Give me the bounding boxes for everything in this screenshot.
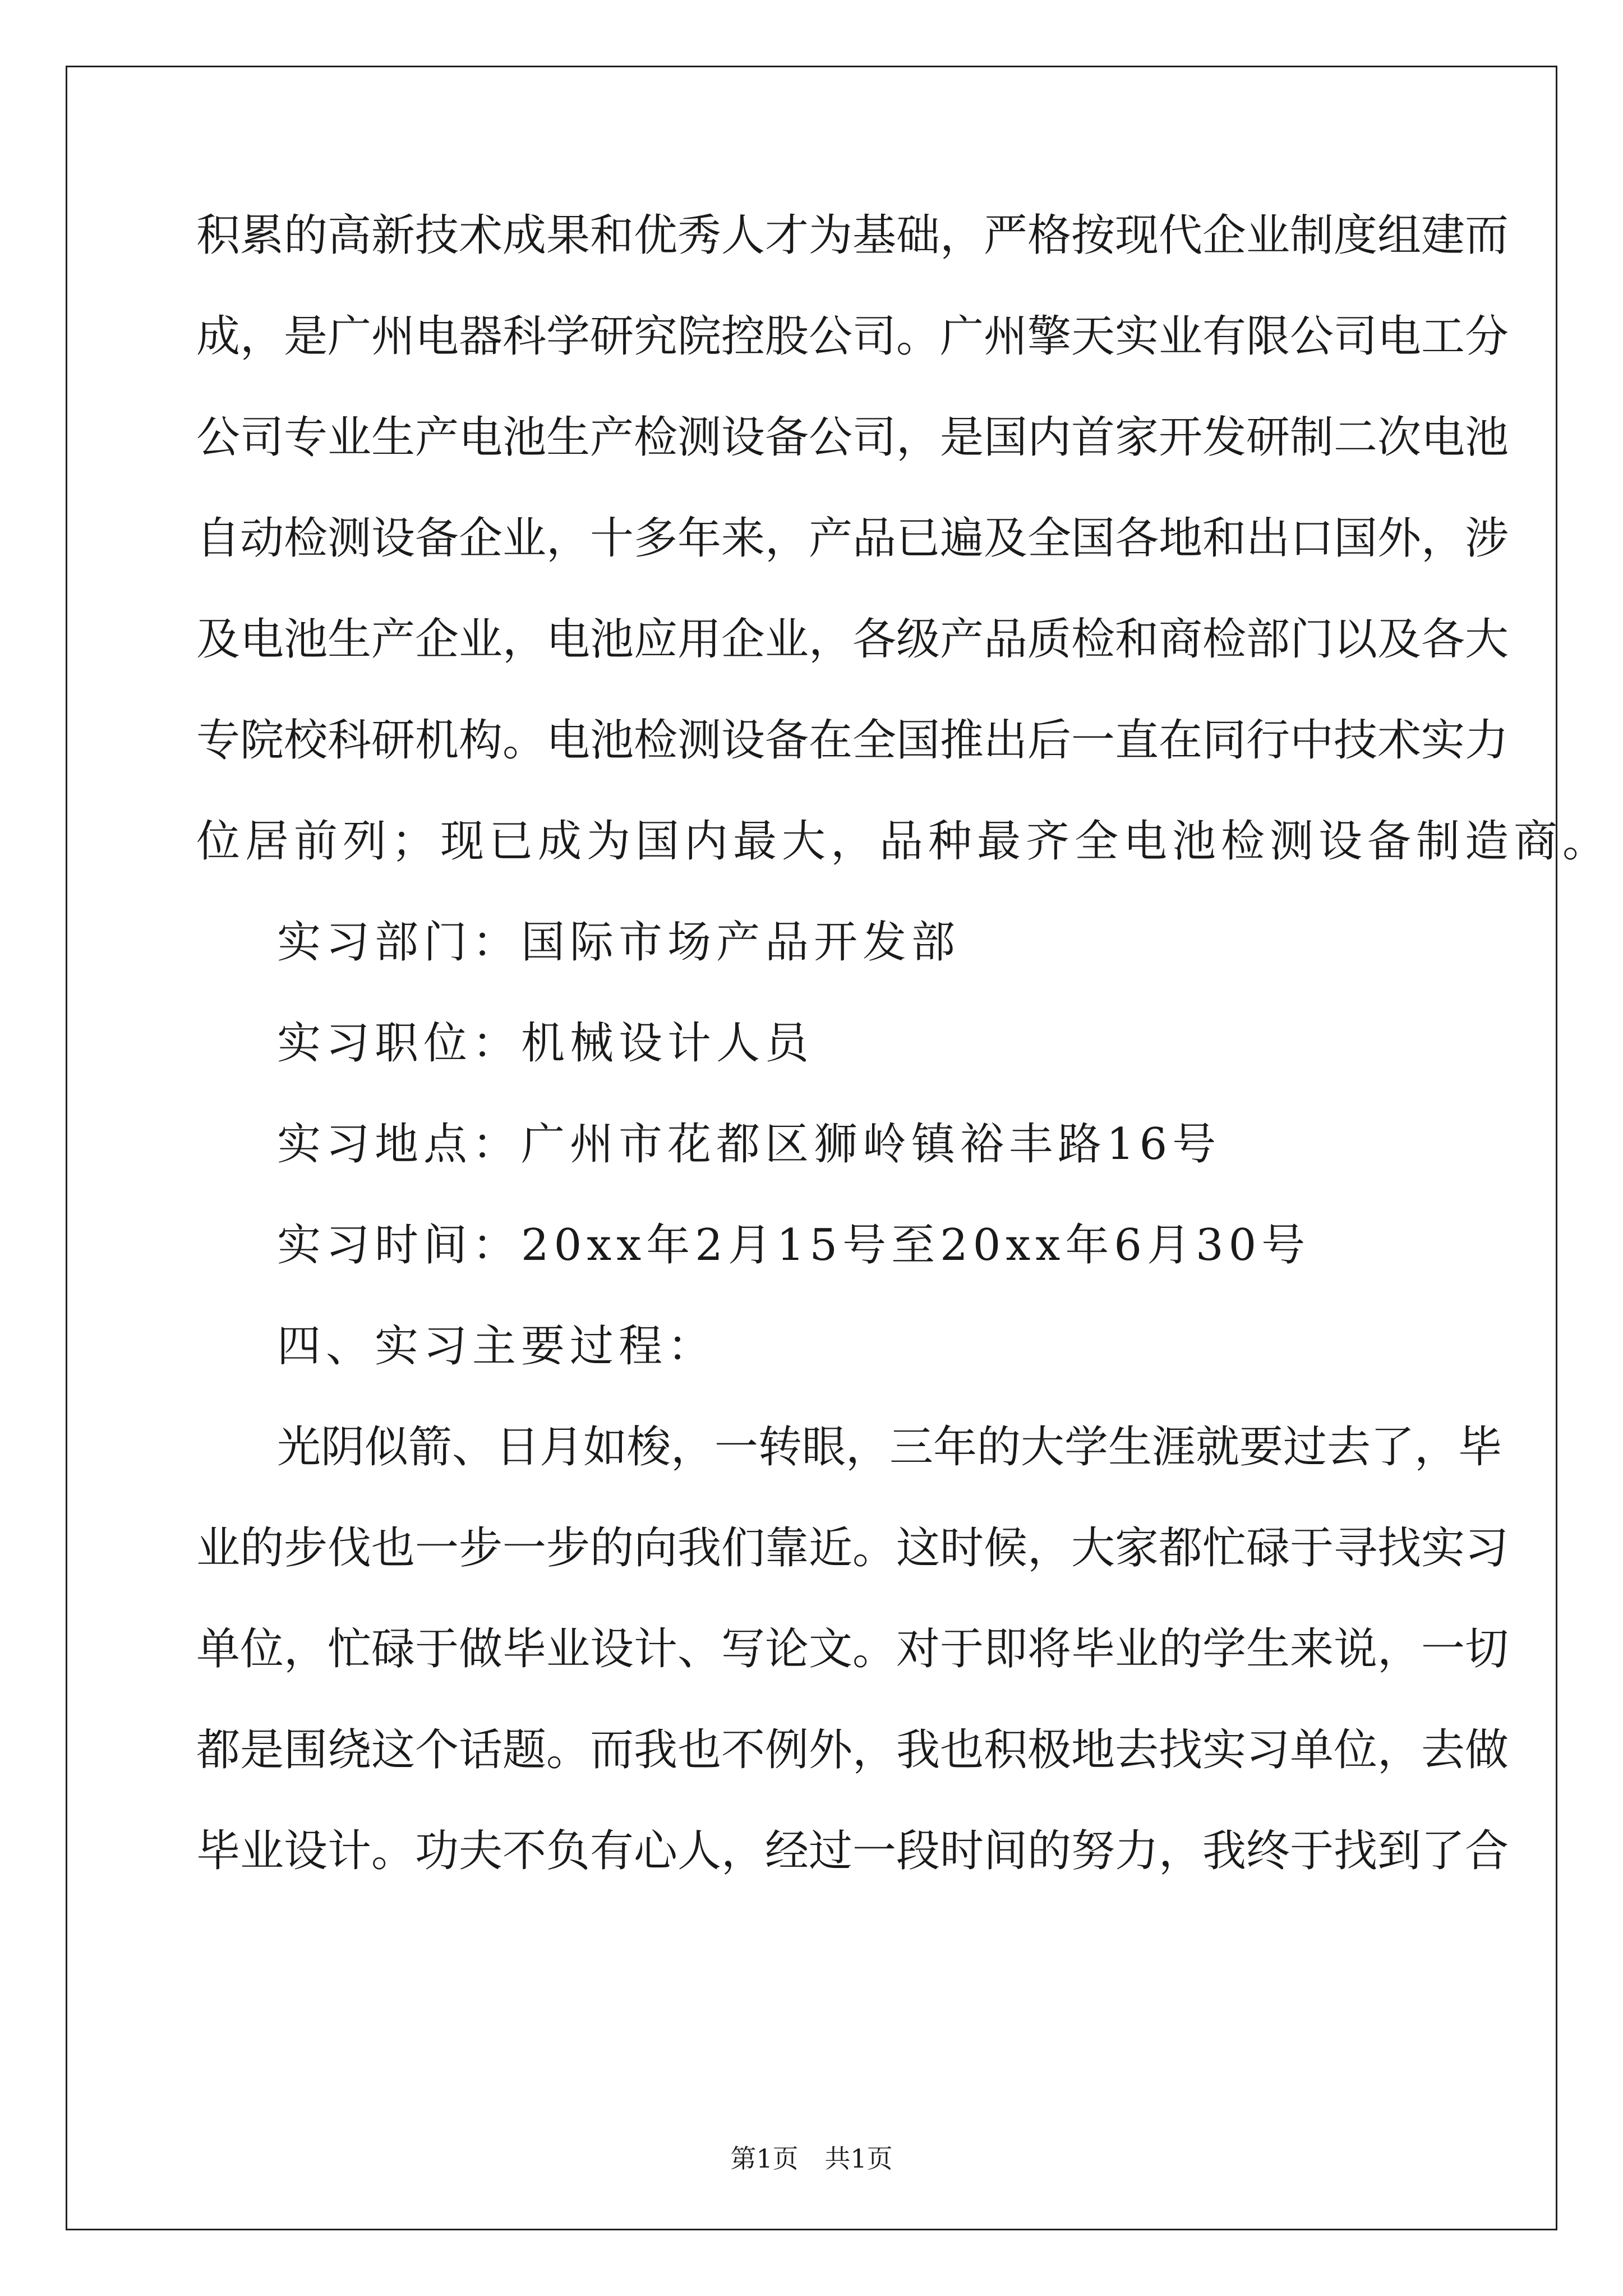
page-number: 第1页 xyxy=(730,2143,799,2174)
paragraph1-line-1: 积累的高新技术成果和优秀人才为基础，严格按现代企业制度组建而 xyxy=(196,210,1509,261)
internship-position: 实习职位：机械设计人员 xyxy=(277,1018,814,1069)
paragraph2-line-5: 毕业设计。功夫不负有心人，经过一段时间的努力，我终于找到了合 xyxy=(196,1826,1509,1876)
paragraph1-line-3: 公司专业生产电池生产检测设备公司，是国内首家开发研制二次电池 xyxy=(196,412,1509,463)
paragraph2-line-1: 光阴似箭、日月如梭，一转眼，三年的大学生涯就要过去了，毕 xyxy=(277,1422,1502,1473)
paragraph2-line-4: 都是围绕这个话题。而我也不例外，我也积极地去找实习单位，去做 xyxy=(196,1725,1509,1775)
internship-location: 实习地点：广州市花都区狮岭镇裕丰路16号 xyxy=(277,1119,1221,1170)
paragraph1-line-7: 位居前列；现已成为国内最大，品种最齐全电池检测设备制造商。 xyxy=(196,816,1612,867)
internship-time: 实习时间：20xx年2月15号至20xx年6月30号 xyxy=(277,1220,1311,1271)
section-heading: 四、实习主要过程： xyxy=(277,1321,717,1372)
page-footer xyxy=(0,2142,1623,2175)
paragraph1-line-4: 自动检测设备企业，十多年来，产品已遍及全国各地和出口国外，涉 xyxy=(196,513,1509,564)
total-pages: 共1页 xyxy=(824,2143,893,2174)
internship-department: 实习部门：国际市场产品开发部 xyxy=(277,917,961,968)
paragraph2-line-3: 单位，忙碌于做毕业设计、写论文。对于即将毕业的学生来说，一切 xyxy=(196,1624,1509,1674)
paragraph1-line-6: 专院校科研机构。电池检测设备在全国推出后一直在同行中技术实力 xyxy=(196,715,1509,766)
paragraph1-line-5: 及电池生产企业，电池应用企业，各级产品质检和商检部门以及各大 xyxy=(196,614,1509,665)
paragraph2-line-2: 业的步伐也一步一步的向我们靠近。这时候，大家都忙碌于寻找实习 xyxy=(196,1523,1509,1573)
paragraph1-line-2: 成，是广州电器科学研究院控股公司。广州擎天实业有限公司电工分 xyxy=(196,311,1509,362)
